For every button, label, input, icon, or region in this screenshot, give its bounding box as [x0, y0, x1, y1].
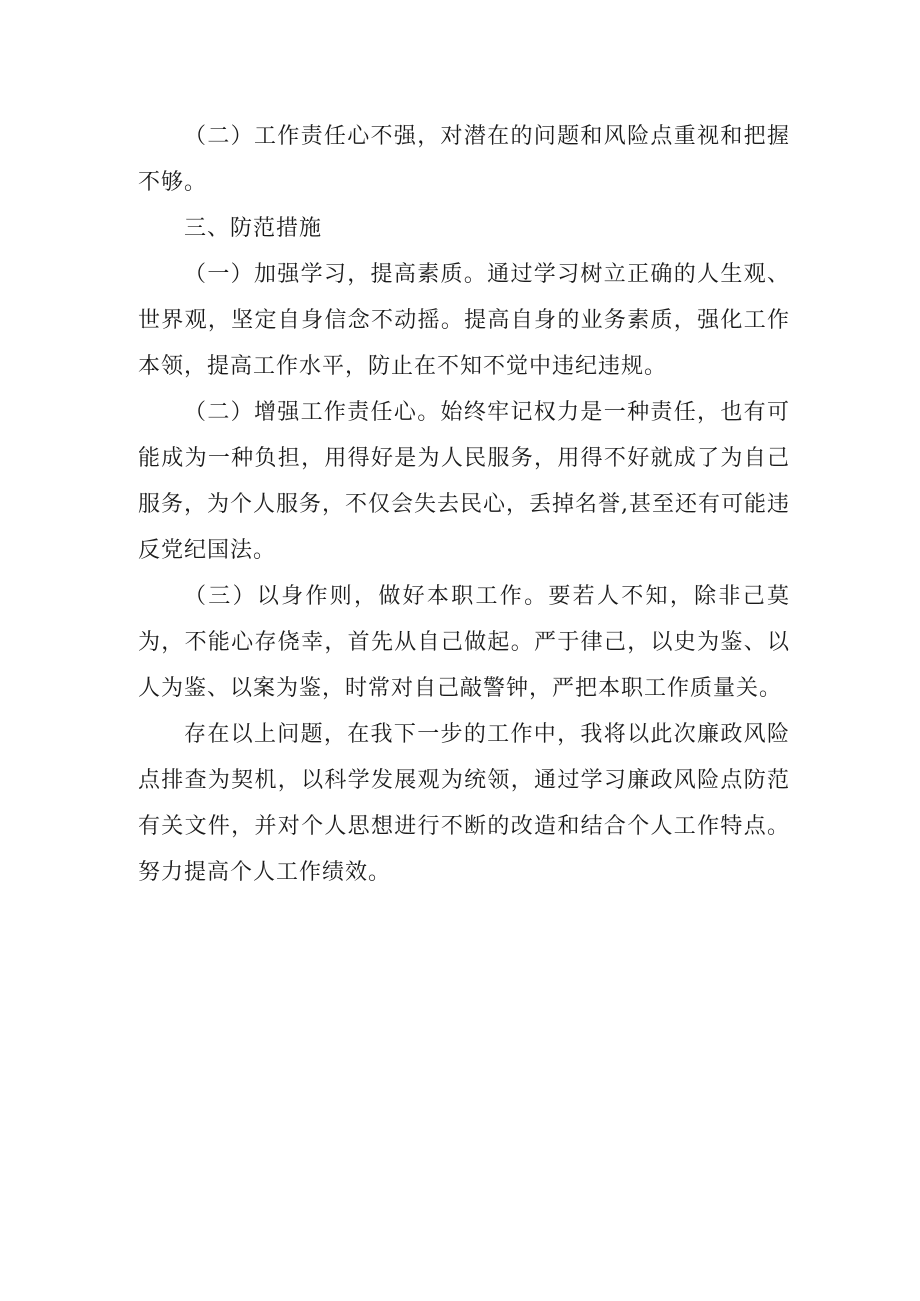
paragraph-measure-3: （三）以身作则，做好本职工作。要若人不知，除非己莫为，不能心存侥幸，首先从自己做起。严于律己，以史为鉴、以人为鉴、以案为鉴，时常对自己敲警钟，严把本职工作质量关。 [138, 584, 790, 701]
paragraph-measure-1: （一）加强学习，提高素质。通过学习树立正确的人生观、世界观，坚定自身信念不动摇。提高自身的业务素质，强化工作本领，提高工作水平，防止在不知不觉中违纪违规。 [138, 262, 790, 379]
paragraph-conclusion: 存在以上问题，在我下一步的工作中，我将以此次廉政风险点排查为契机，以科学发展观为统领，通过学习廉政风险点防范有关文件，并对个人思想进行不断的改造和结合个人工作特点。努力提高个人工作绩效。 [138, 722, 790, 885]
document-body [138, 114, 790, 896]
paragraph-problem-2: （二）工作责任心不强，对潜在的问题和风险点重视和把握不够。 [138, 124, 790, 195]
section-heading-prevention: 三、防范措施 [184, 216, 323, 241]
paragraph-measure-2: （二）增强工作责任心。始终牢记权力是一种责任，也有可能成为一种负担，用得好是为人民服务，用得不好就成了为自己服务，为个人服务，不仅会失去民心，丢掉名誉,甚至还有可能违反党纪国法。 [138, 400, 790, 563]
